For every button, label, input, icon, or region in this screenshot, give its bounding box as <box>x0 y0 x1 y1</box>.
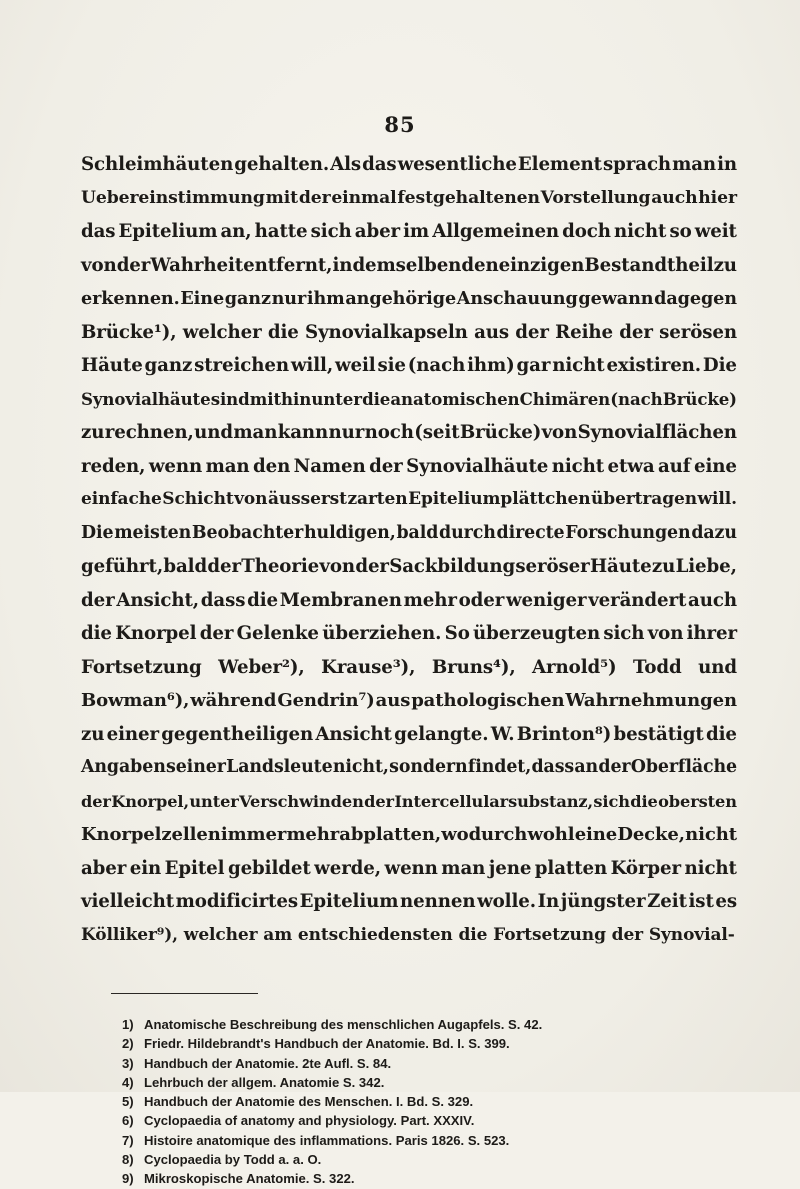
footnote-number: 4) <box>122 1074 134 1090</box>
footnote <box>122 1169 762 1188</box>
text-line: Schleimhäuten gehalten. Als das wesentliche Element sprach man in <box>81 154 737 175</box>
footnote-number: 7) <box>122 1132 134 1148</box>
footnote-text: Mikroskopische Anatomie. S. 322. <box>144 1171 355 1187</box>
footnote <box>122 1015 762 1034</box>
text-line: aber ein Epitel gebildet werde, wenn man jene platten Körper nicht <box>81 857 737 879</box>
text-line: Knorpelzellen immer mehr abplatten, wodurch wohl eine Decke, nicht <box>81 824 737 845</box>
text-line: Bowman⁶), während Gendrin⁷) aus pathologischen Wahrnehmungen <box>81 690 737 711</box>
footnote-text: Cyclopaedia by Todd a. a. O. <box>144 1152 322 1168</box>
text-line: einfache Schicht von äusserst zarten Epiteliumplättchen übertragen will. <box>81 489 737 509</box>
text-line: von der Wahrheit entfernt, in demselben den einzigen Bestandtheil zu <box>81 254 737 276</box>
footnote <box>122 1073 762 1092</box>
footnote-number: 2) <box>122 1036 134 1052</box>
text-line: Die meisten Beobachter huldigen, bald durch directe Forschungen dazu <box>81 522 737 543</box>
footnotes <box>122 1015 762 1189</box>
footnote <box>122 1092 762 1111</box>
text-line: erkennen. Eine ganz nur ihm angehörige Anschauung gewann dagegen <box>81 288 737 309</box>
footnote-divider <box>111 993 258 994</box>
text-line: Brücke¹), welcher die Synovialkapseln aus der Reihe der serösen <box>81 321 737 343</box>
footnote-text: Handbuch der Anatomie. 2te Aufl. S. 84. <box>144 1055 392 1071</box>
text-line: Kölliker⁹), welcher am entschiedensten die Fortsetzung der Synovial- <box>81 924 735 945</box>
page-number: 85 <box>384 112 416 137</box>
footnote <box>122 1150 762 1169</box>
text-line: Fortsetzung Weber²), Krause³), Bruns⁴), Arnold⁵) Todd und <box>81 656 737 678</box>
footnote <box>122 1034 762 1053</box>
text-line: zu einer gegentheiligen Ansicht gelangte. W. Brinton⁸) bestätigt die <box>81 723 737 745</box>
body-text <box>81 148 737 952</box>
footnote-number: 5) <box>122 1094 134 1110</box>
text-line: Synovialhäute sind mithin unter die anatomischen Chimären (nach Brücke) <box>81 388 737 409</box>
text-line: zu rechnen, und man kann nur noch (seit Brücke) von Synovialflächen <box>81 422 737 443</box>
footnote-number: 1) <box>122 1017 134 1032</box>
text-line: das Epitelium an, hatte sich aber im Allgemeinen doch nicht so weit <box>81 221 737 242</box>
text-line: Angaben seiner Landsleute nicht, sondern findet, dass an der Oberfläche <box>81 757 737 777</box>
text-line: reden, wenn man den Namen der Synovialhäute nicht etwa auf eine <box>81 455 737 477</box>
footnote-text: Cyclopaedia of anatomy and physiology. Part. XXXIV. <box>144 1113 475 1129</box>
text-line: die Knorpel der Gelenke überziehen. So überzeugten sich von ihrer <box>81 623 737 644</box>
footnote-number: 8) <box>122 1152 134 1168</box>
footnote-text: Anatomische Beschreibung des menschlichen Augapfels. S. 42. <box>144 1017 543 1032</box>
footnote-text: Lehrbuch der allgem. Anatomie S. 342. <box>144 1074 385 1090</box>
footnote-number: 6) <box>122 1113 134 1129</box>
text-line: geführt, bald der Theorie von der Sackbildung seröser Häute zu Liebe, <box>81 556 737 577</box>
footnote <box>122 1054 762 1073</box>
footnote-text: Handbuch der Anatomie des Menschen. I. Bd. S. 329. <box>144 1094 474 1110</box>
footnote-number: 9) <box>122 1171 134 1187</box>
text-line: Häute ganz streichen will, weil sie (nach ihm) gar nicht existiren. Die <box>81 355 737 376</box>
footnote-text: Histoire anatomique des inflammations. Paris 1826. S. 523. <box>144 1132 510 1148</box>
text-line: vielleicht modificirtes Epitelium nennen wolle. In jüngster Zeit ist es <box>81 891 737 912</box>
footnote-number: 3) <box>122 1055 134 1071</box>
text-line: der Ansicht, dass die Membranen mehr oder weniger verändert auch <box>81 589 737 611</box>
footnote-text: Friedr. Hildebrandt's Handbuch der Anatomie. Bd. I. S. 399. <box>144 1036 510 1052</box>
footnote <box>122 1131 762 1150</box>
text-line: Uebereinstimmung mit der einmal festgehaltenen Vorstellung auch hier <box>81 187 737 208</box>
text-line: der Knorpel, unter Verschwinden der Intercellularsubstanz, sich die obersten <box>81 791 737 811</box>
footnote <box>122 1111 762 1130</box>
